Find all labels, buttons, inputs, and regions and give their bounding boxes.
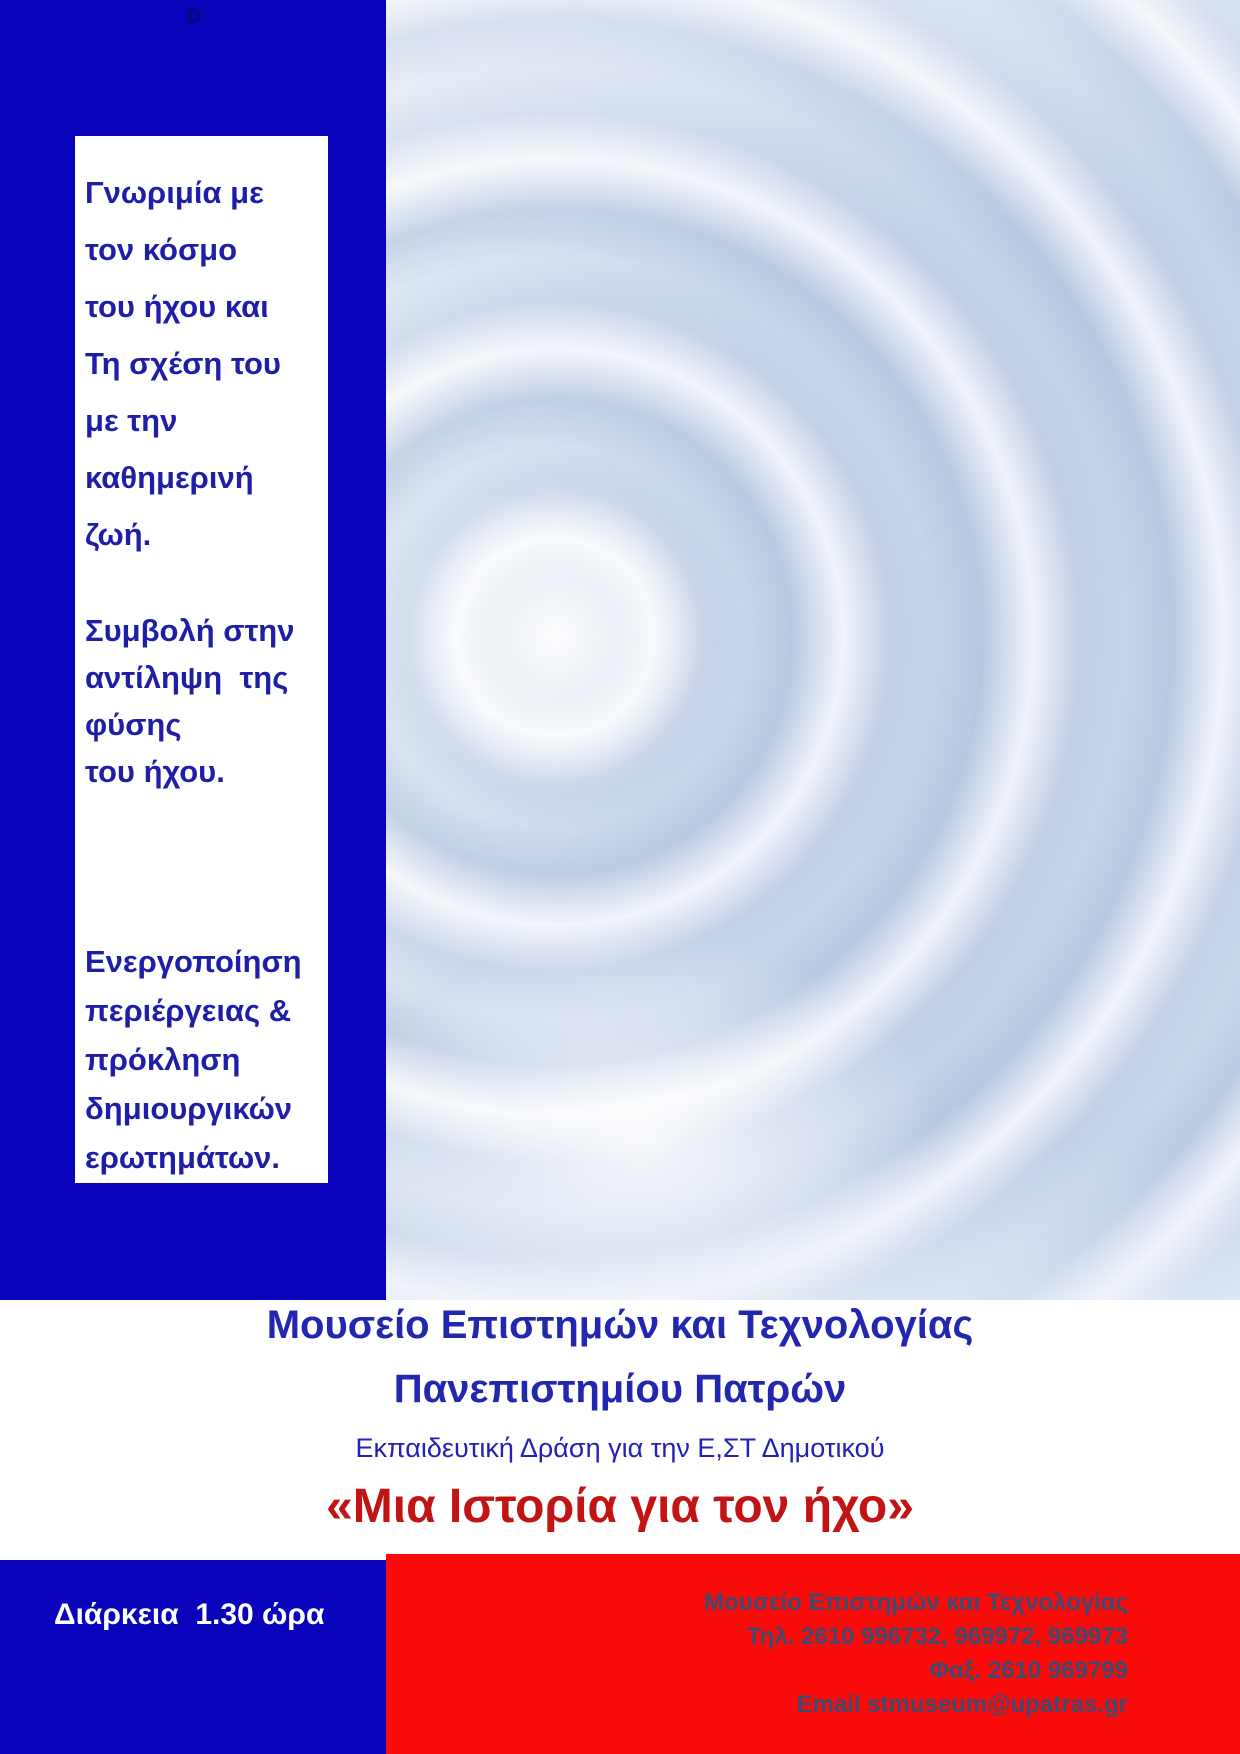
panel-line: ερωτημάτων.	[85, 1140, 281, 1175]
panel-line: αντίληψη της	[85, 660, 289, 695]
stray-character: D	[188, 6, 201, 26]
panel-line: ζωή.	[85, 517, 152, 552]
panel-line: Συμβολή στην	[85, 613, 295, 648]
title-block	[0, 1300, 1240, 1554]
highlights-panel	[75, 136, 328, 1183]
panel-line: καθημερινή	[85, 460, 254, 495]
panel-line: του ήχου και	[85, 289, 269, 324]
event-title: «Μια Ιστορία για τον ήχο»	[326, 1480, 914, 1533]
panel-line: του ήχου.	[85, 754, 225, 789]
panel-paragraph-contribution	[85, 607, 322, 795]
contact-fax: Φαξ. 2610 969799	[929, 1657, 1128, 1684]
duration-panel	[0, 1560, 386, 1754]
panel-paragraph-curiosity	[85, 937, 322, 1182]
panel-line: φύσης	[85, 707, 182, 742]
panel-line: περιέργειας &	[85, 993, 292, 1028]
panel-line: Ενεργοποίηση	[85, 944, 302, 979]
panel-line: δημιουργικών	[85, 1091, 293, 1126]
panel-paragraph-goals	[85, 164, 322, 563]
contact-phone: Τηλ. 2610 996732, 969972, 969973	[746, 1623, 1128, 1650]
university-name: Πανεπιστημίου Πατρών	[393, 1367, 847, 1411]
activity-subtitle: Εκπαιδευτική Δράση για την Ε,ΣΤ Δημοτικού	[355, 1433, 885, 1463]
panel-line: με την	[85, 403, 178, 438]
panel-line: τον κόσμο	[85, 232, 238, 267]
footer	[0, 1554, 1240, 1754]
contact-museum-name: Μουσείο Επιστημών και Τεχνολογίας	[704, 1589, 1128, 1616]
left-blue-band	[0, 0, 386, 1300]
panel-line: Γνωριμία με	[85, 175, 264, 210]
museum-name: Μουσείο Επιστημών και Τεχνολογίας	[266, 1303, 974, 1347]
contact-email: Email stmuseum@upatras.gr	[796, 1691, 1128, 1718]
duration-text: Διάρκεια 1.30 ώρα	[54, 1598, 325, 1631]
contact-panel	[386, 1554, 1240, 1754]
water-ripple-image	[386, 0, 1240, 1300]
panel-line: Τη σχέση του	[85, 346, 281, 381]
panel-line: πρόκληση	[85, 1042, 241, 1077]
